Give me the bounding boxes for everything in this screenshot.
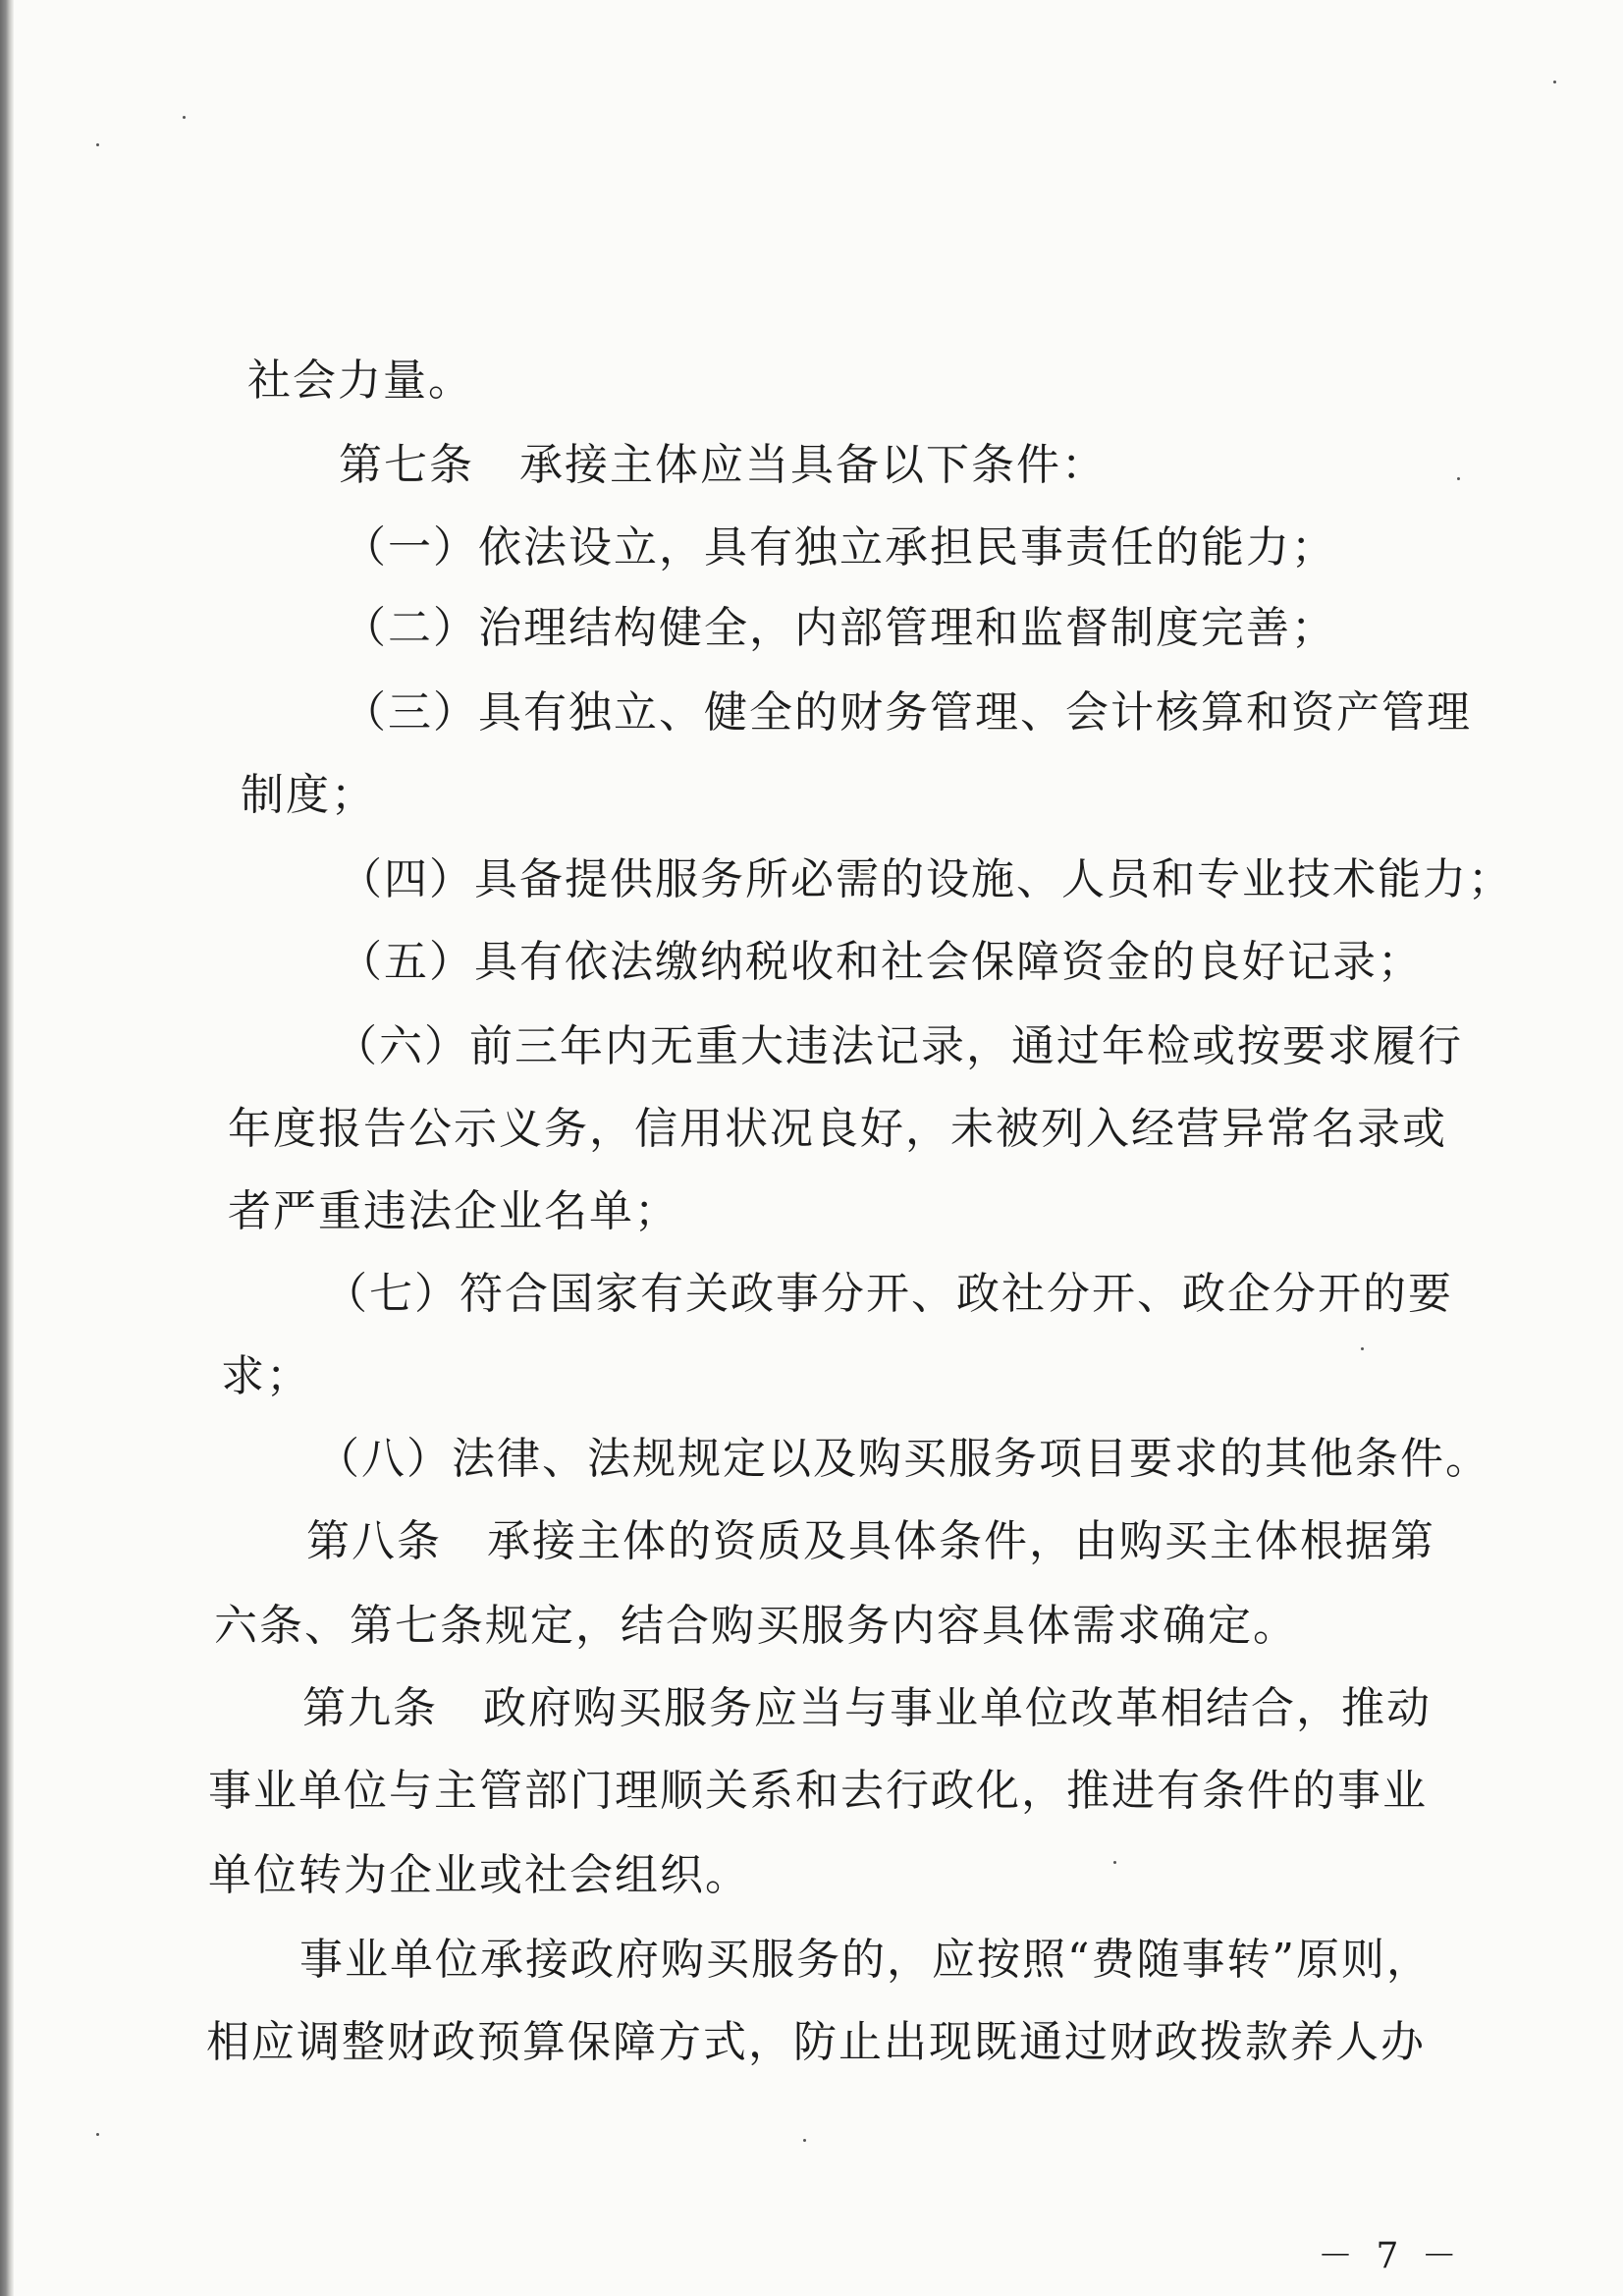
- scan-speck: [1553, 81, 1556, 83]
- scan-speck: [96, 2133, 99, 2136]
- scan-speck: [803, 2139, 806, 2142]
- condition-3-cont: 制度；: [241, 770, 376, 820]
- article-8-cont: 六条、第七条规定，结合购买服务内容具体需求确定。: [214, 1601, 1298, 1651]
- article-7-heading: 第七条 承接主体应当具备以下条件：: [339, 440, 1107, 490]
- scan-speck: [183, 116, 186, 119]
- paragraph-public-institutions: 事业单位承接政府购买服务的，应按照“费随事转”原则，: [299, 1935, 1432, 1985]
- condition-8: （八）法律、法规规定以及购买服务项目要求的其他条件。: [316, 1434, 1490, 1484]
- page-number: － 7 －: [1318, 2236, 1463, 2276]
- condition-6: （六）前三年内无重大违法记录，通过年检或按要求履行: [334, 1021, 1463, 1071]
- scan-speck: [1113, 1861, 1116, 1864]
- condition-1: （一）依法设立，具有独立承担民事责任的能力；: [343, 522, 1336, 573]
- condition-6-cont-1: 年度报告公示义务，信用状况良好，未被列入经营异常名录或: [228, 1104, 1447, 1154]
- scan-shadow-edge: [0, 0, 14, 2296]
- paragraph-public-institutions-cont: 相应调整财政预算保障方式，防止出现既通过财政拨款养人办: [206, 2017, 1426, 2067]
- text-line-1: 社会力量。: [247, 355, 473, 406]
- condition-5: （五）具有依法缴纳税收和社会保障资金的良好记录；: [339, 937, 1423, 987]
- article-9-cont-1: 事业单位与主管部门理顺关系和去行政化，推进有条件的事业: [208, 1766, 1428, 1816]
- condition-4: （四）具备提供服务所必需的设施、人员和专业技术能力；: [339, 854, 1513, 904]
- condition-6-cont-2: 者严重违法企业名单；: [228, 1186, 679, 1236]
- condition-7-cont: 求；: [221, 1351, 311, 1401]
- article-9: 第九条 政府购买服务应当与事业单位改革相结合，推动: [302, 1683, 1432, 1733]
- condition-3: （三）具有独立、健全的财务管理、会计核算和资产管理: [343, 687, 1472, 738]
- scan-speck: [1361, 1347, 1364, 1350]
- condition-2: （二）治理结构健全，内部管理和监督制度完善；: [343, 603, 1336, 653]
- article-9-cont-2: 单位转为企业或社会组织。: [208, 1850, 750, 1900]
- condition-7: （七）符合国家有关政事分开、政社分开、政企分开的要: [324, 1269, 1453, 1319]
- scan-speck: [1457, 477, 1460, 480]
- article-8: 第八条 承接主体的资质及具体条件，由购买主体根据第: [306, 1516, 1435, 1566]
- scan-speck: [96, 143, 99, 146]
